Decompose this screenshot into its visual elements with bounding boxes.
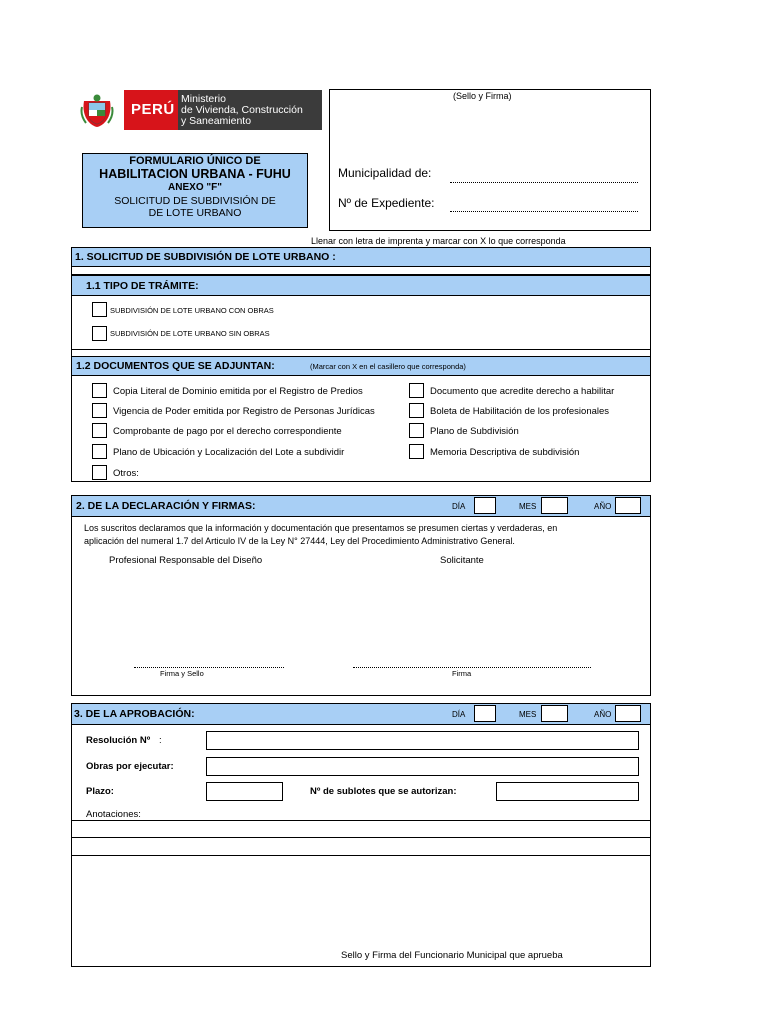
- checkbox-otros[interactable]: [92, 465, 107, 480]
- doc-otros: Otros:: [113, 468, 139, 479]
- doc-documento-derecho: Documento que acredite derecho a habilitar: [430, 386, 615, 397]
- doc-vigencia-poder: Vigencia de Poder emitida por Registro de Personas Jurídicas: [113, 406, 375, 417]
- anotaciones-label: Anotaciones:: [86, 809, 141, 820]
- seal-box: [329, 89, 651, 231]
- declaration-line1: Los suscritos declaramos que la información y documentación que presentamos se presumen ciertas y verdaderas, en: [84, 523, 558, 533]
- doc-comprobante-pago: Comprobante de pago por el derecho correspondiente: [113, 426, 342, 437]
- checkbox-sin-obras[interactable]: [92, 326, 107, 341]
- solicitante-label: Solicitante: [440, 555, 484, 566]
- obras-label: Obras por ejecutar:: [86, 761, 174, 772]
- logo-ministry-block: [178, 90, 322, 130]
- doc-copia-literal: Copia Literal de Dominio emitida por el Registro de Predios: [113, 386, 363, 397]
- option-sin-obras: SUBDIVISIÓN DE LOTE URBANO SIN OBRAS: [110, 329, 270, 338]
- section3-dia-label: DÍA: [452, 710, 466, 719]
- option-con-obras: SUBDIVISIÓN DE LOTE URBANO CON OBRAS: [110, 306, 274, 315]
- logo-ministry-line1: Ministerio: [181, 93, 226, 105]
- doc-boleta-habilitacion: Boleta de Habilitación de los profesionales: [430, 406, 610, 417]
- section3-dia-field[interactable]: [474, 705, 496, 722]
- logo-ministry-line2: de Vivienda, Construcción: [181, 104, 303, 116]
- seal-label: (Sello y Firma): [453, 91, 512, 101]
- section1-1-title: 1.1 TIPO DE TRÁMITE:: [86, 280, 199, 292]
- firma-label: Firma: [452, 669, 472, 678]
- checkbox-copia-literal[interactable]: [92, 383, 107, 398]
- declaration-line2: aplicación del numeral 1.7 del Articulo IV de la Ley N° 27444, Ley del Procedimiento Administrativo General.: [84, 536, 515, 546]
- title-line3: ANEXO "F": [168, 182, 222, 193]
- sublotes-label: Nº de sublotes que se autorizan:: [310, 786, 457, 797]
- title-line1: FORMULARIO ÚNICO DE: [129, 155, 261, 167]
- section1-header: [71, 247, 651, 267]
- coat-of-arms-icon: [80, 93, 114, 129]
- plazo-field[interactable]: [206, 782, 283, 801]
- municipalidad-field[interactable]: [450, 182, 638, 183]
- section2-mes-label: MES: [519, 502, 537, 511]
- resolucion-colon: :: [159, 735, 162, 746]
- section1-2-header: [71, 356, 651, 376]
- expediente-label: Nº de Expediente:: [338, 196, 435, 210]
- title-line4: SOLICITUD DE SUBDIVISIÓN DE: [114, 195, 276, 207]
- firma-sello-label: Firma y Sello: [160, 669, 204, 678]
- doc-plano-subdivision: Plano de Subdivisión: [430, 426, 519, 437]
- checkbox-con-obras[interactable]: [92, 302, 107, 317]
- section2-title: 2. DE LA DECLARACIÓN Y FIRMAS:: [76, 500, 256, 512]
- obras-field[interactable]: [206, 757, 639, 776]
- section2-dia-field[interactable]: [474, 497, 496, 514]
- section1-2-title: 1.2 DOCUMENTOS QUE SE ADJUNTAN:: [76, 360, 275, 372]
- sublotes-field[interactable]: [496, 782, 639, 801]
- form-title-box: [82, 153, 308, 228]
- checkbox-vigencia-poder[interactable]: [92, 403, 107, 418]
- section2-anio-label: AÑO: [594, 502, 612, 511]
- section2-dia-label: DÍA: [452, 502, 466, 511]
- section3-title: 3. DE LA APROBACIÓN:: [74, 708, 195, 720]
- anotaciones-line-3: [71, 855, 651, 856]
- otros-field[interactable]: [144, 481, 404, 482]
- section3-anio-label: AÑO: [594, 710, 612, 719]
- section2-mes-field[interactable]: [541, 497, 568, 514]
- plazo-label: Plazo:: [86, 786, 114, 797]
- instruction-text: Llenar con letra de imprenta y marcar con X lo que corresponda: [311, 236, 566, 246]
- section1-title: 1. SOLICITUD DE SUBDIVISIÓN DE LOTE URBANO :: [75, 251, 336, 263]
- title-line5: DE LOTE URBANO: [148, 207, 242, 219]
- section3-mes-label: MES: [519, 710, 537, 719]
- resolucion-label: Resolución Nº: [86, 735, 151, 746]
- resolucion-field[interactable]: [206, 731, 639, 750]
- anotaciones-line-1: [71, 820, 651, 821]
- section2-anio-field[interactable]: [615, 497, 641, 514]
- funcionario-footer: Sello y Firma del Funcionario Municipal que aprueba: [341, 950, 563, 961]
- logo-country-block: [124, 90, 178, 130]
- title-line2: HABILITACION URBANA - FUHU: [99, 167, 291, 181]
- checkbox-documento-derecho[interactable]: [409, 383, 424, 398]
- section3-mes-field[interactable]: [541, 705, 568, 722]
- checkbox-comprobante-pago[interactable]: [92, 423, 107, 438]
- section3-anio-field[interactable]: [615, 705, 641, 722]
- expediente-field[interactable]: [450, 211, 638, 212]
- firma-profesional-line[interactable]: [134, 667, 284, 668]
- checkbox-boleta-habilitacion[interactable]: [409, 403, 424, 418]
- section1-1-header: [71, 275, 651, 296]
- anotaciones-line-2: [71, 837, 651, 838]
- checkbox-plano-ubicacion[interactable]: [92, 444, 107, 459]
- logo-country: PERÚ: [131, 101, 175, 118]
- municipalidad-label: Municipalidad de:: [338, 166, 432, 180]
- firma-solicitante-line[interactable]: [353, 667, 591, 668]
- checkbox-plano-subdivision[interactable]: [409, 423, 424, 438]
- doc-plano-ubicacion: Plano de Ubicación y Localización del Lote a subdividir: [113, 447, 345, 458]
- checkbox-memoria-descriptiva[interactable]: [409, 444, 424, 459]
- logo-ministry-line3: y Saneamiento: [181, 115, 252, 127]
- doc-memoria-descriptiva: Memoria Descriptiva de subdivisión: [430, 447, 580, 458]
- profesional-label: Profesional Responsable del Diseño: [109, 555, 263, 566]
- section1-2-note: (Marcar con X en el casillero que corresponda): [310, 362, 466, 371]
